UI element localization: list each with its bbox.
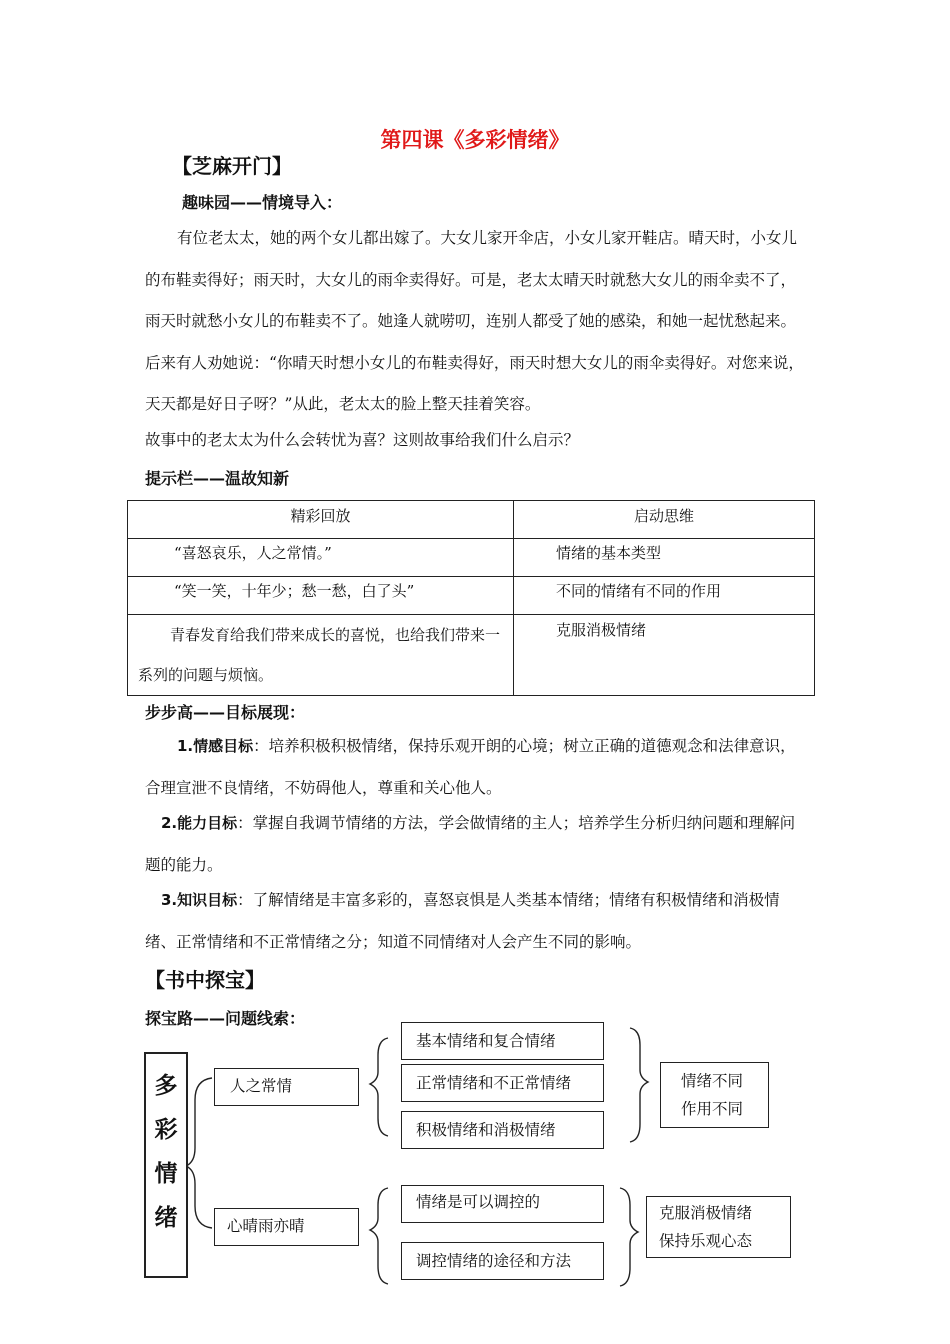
goal-label: 1.情感目标 <box>177 737 254 755</box>
branch1-item-box: 基本情绪和复合情绪 <box>401 1022 604 1060</box>
result-line: 作用不同 <box>681 1100 744 1118</box>
branch2-item-box: 调控情绪的途径和方法 <box>401 1242 604 1280</box>
branch1-item-box: 积极情绪和消极情绪 <box>401 1111 604 1149</box>
page-title: 第四课《多彩情绪》 <box>380 128 570 152</box>
section-heading-book: 【书中探宝】 <box>145 968 265 992</box>
table-header-cell: 启动思维 <box>514 501 815 539</box>
goal-text: ：掌握自我调节情绪的方法，学会做情绪的主人；培养学生分析归纳问题和理解问题的能力。 <box>145 814 796 874</box>
table-cell: “笑一笑，十年少；愁一愁，白了头” <box>128 577 514 615</box>
branch2-brace <box>370 1188 388 1284</box>
goals-heading: 步步高——目标展现： <box>145 703 306 722</box>
section-heading-open: 【芝麻开门】 <box>172 154 292 178</box>
table-cell: 克服消极情绪 <box>514 615 815 696</box>
table-cell: 不同的情绪有不同的作用 <box>514 577 815 615</box>
goal-label: 2.能力目标 <box>161 814 238 832</box>
root-brace <box>186 1078 212 1228</box>
diagram-root-box <box>144 1052 188 1278</box>
root-char: 绪 <box>154 1205 178 1231</box>
diagram-heading: 探宝路——问题线索： <box>145 1009 306 1028</box>
root-char: 情 <box>154 1161 178 1187</box>
branch1-item-box: 正常情绪和不正常情绪 <box>401 1064 604 1102</box>
goal-text: ：培养积极积极情绪，保持乐观开朗的心境；树立正确的道德观念和法律意识，合理宣泄不良情绪，不妨碍他人，尊重和关心他人。 <box>145 737 796 797</box>
branch2-close-brace <box>620 1188 638 1286</box>
intro-heading: 趣味园——情境导入： <box>182 193 343 212</box>
branch1-close-brace <box>630 1028 648 1142</box>
intro-story: 有位老太太，她的两个女儿都出嫁了。大女儿家开伞店，小女儿家开鞋店。晴天时，小女儿的布鞋卖得好；雨天时，大女儿的雨伞卖得好。可是，老太太晴天时就愁大女儿的雨伞卖不了，雨天时就愁小女儿的布鞋卖不了。她逢人就唠叨，连别人都受了她的感染，和她一起忧愁起来。后来有人劝她说：“你晴天时想小女儿的布鞋卖得好，雨天时想大女儿的雨伞卖得好。对您来说，天天都是好日子呀？”从此，老太太的脸上整天挂着笑容。 <box>145 229 804 413</box>
branch1-label-box: 人之常情 <box>214 1068 359 1106</box>
review-heading: 提示栏——温故知新 <box>145 469 290 488</box>
table-header-cell: 精彩回放 <box>128 501 514 539</box>
result-line: 保持乐观心态 <box>659 1232 753 1250</box>
result-line: 情绪不同 <box>681 1072 744 1090</box>
table-cell: “喜怒哀乐，人之常情。” <box>128 539 514 577</box>
result-line: 克服消极情绪 <box>659 1204 753 1222</box>
branch2-label-box: 心晴雨亦晴 <box>214 1208 359 1246</box>
root-char: 彩 <box>154 1117 178 1143</box>
table-cell: 情绪的基本类型 <box>514 539 815 577</box>
branch1-result-box <box>660 1062 769 1128</box>
intro-question: 故事中的老太太为什么会转忧为喜？这则故事给我们什么启示？ <box>145 431 580 449</box>
branch2-item-box: 情绪是可以调控的 <box>401 1185 604 1223</box>
branch2-result-box <box>646 1196 791 1258</box>
goal-text: ：了解情绪是丰富多彩的，喜怒哀惧是人类基本情绪；情绪有积极情绪和消极情绪、正常情绪和不正常情绪之分；知道不同情绪对人会产生不同的影响。 <box>145 891 780 951</box>
branch1-brace <box>370 1038 388 1136</box>
table-cell: 青春发育给我们带来成长的喜悦，也给我们带来一系列的问题与烦恼。 <box>128 615 514 696</box>
root-char: 多 <box>154 1073 178 1099</box>
goal-label: 3.知识目标 <box>161 891 238 909</box>
